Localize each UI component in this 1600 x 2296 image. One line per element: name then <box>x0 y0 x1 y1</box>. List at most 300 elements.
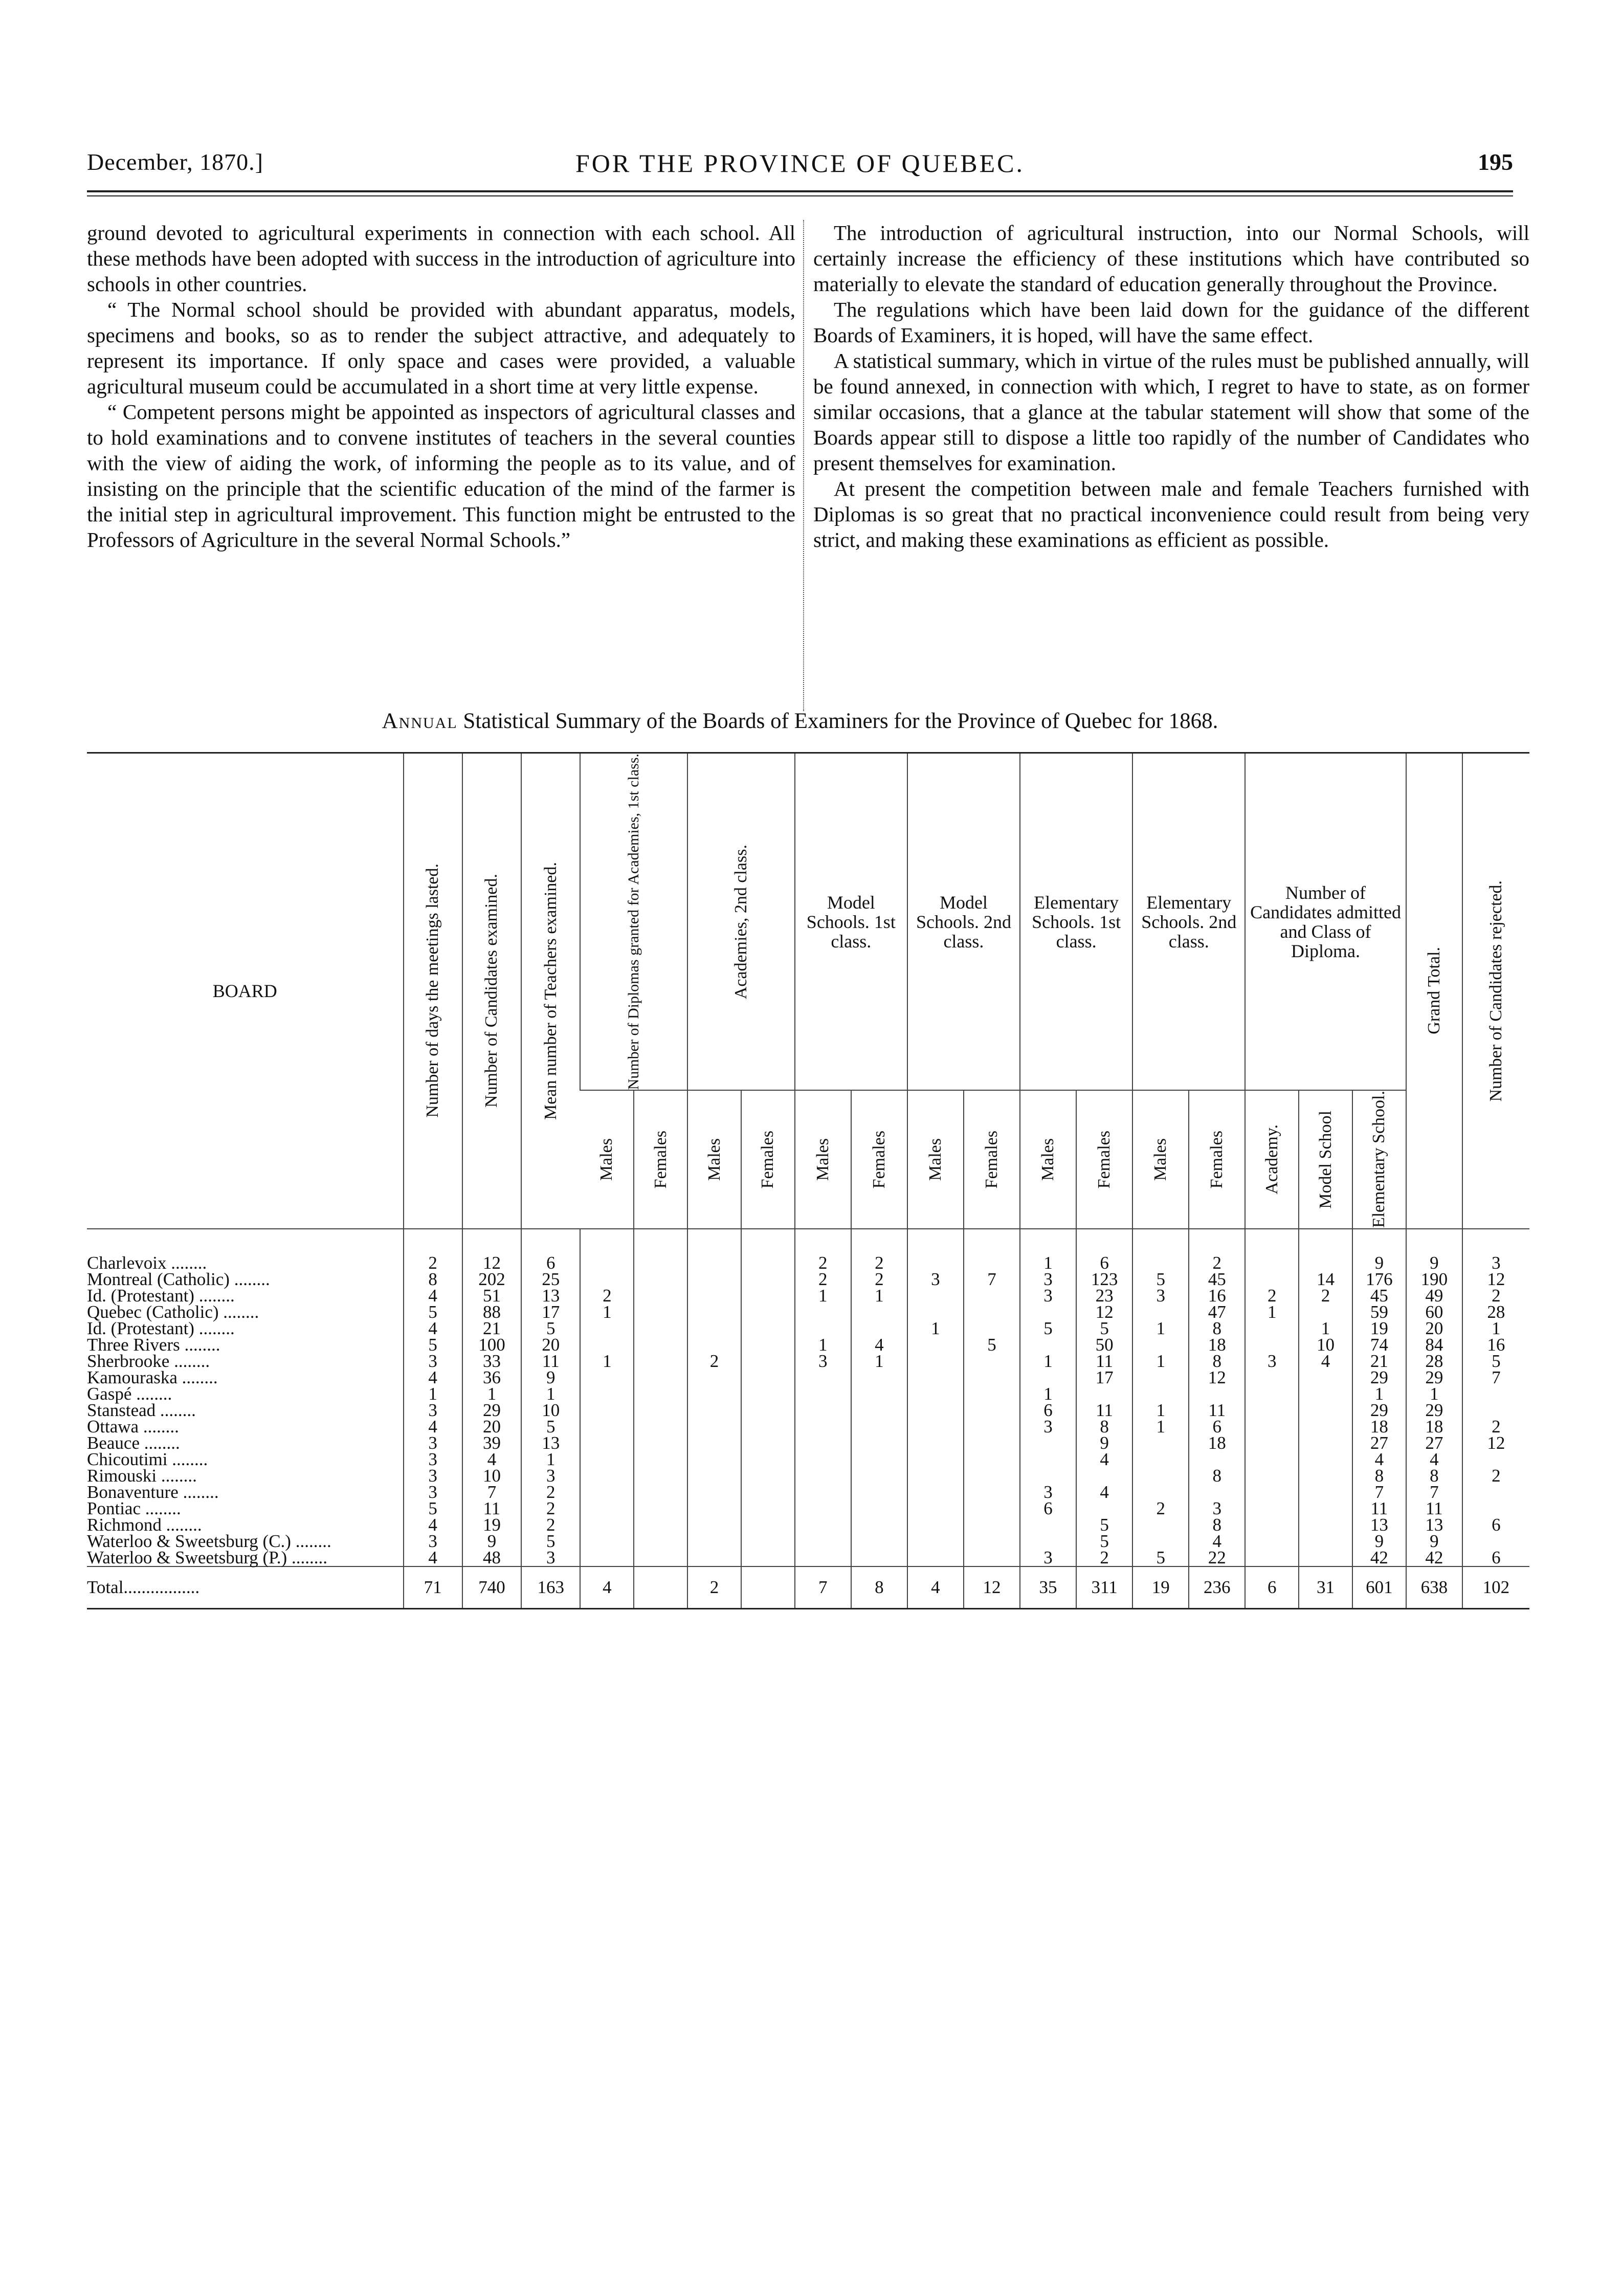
cell-e2m <box>1132 1304 1189 1320</box>
cell-e2f: 47 <box>1189 1304 1245 1320</box>
cell-d1m <box>580 1402 634 1419</box>
cell-m1m: 1 <box>795 1337 851 1353</box>
cell-exam: 21 <box>462 1320 521 1337</box>
cell-a2m <box>687 1550 741 1566</box>
cell-gt: 11 <box>1406 1500 1462 1517</box>
header-rule <box>87 190 1513 192</box>
cell-d1f <box>634 1353 687 1370</box>
cell-exam: 4 <box>462 1451 521 1468</box>
cell-e1m: 6 <box>1020 1402 1076 1419</box>
table-row <box>87 1271 1529 1288</box>
cell-a2f <box>741 1468 795 1484</box>
cell-elem: 45 <box>1352 1288 1406 1304</box>
cell-m1m: 1 <box>795 1288 851 1304</box>
cell-model <box>1299 1386 1352 1402</box>
cell-e2m <box>1132 1517 1189 1533</box>
cell-m1m <box>795 1550 851 1566</box>
table-row <box>87 1337 1529 1353</box>
cell-days: 3 <box>404 1451 462 1468</box>
cell-a2m: 2 <box>687 1353 741 1370</box>
cell-a2m <box>687 1435 741 1451</box>
cell-e1f: 11 <box>1076 1353 1132 1370</box>
cell-model: 4 <box>1299 1353 1352 1370</box>
cell-e1m <box>1020 1370 1076 1386</box>
cell-m1m: 3 <box>795 1353 851 1370</box>
table-row <box>87 1288 1529 1304</box>
paragraph: “ The Normal school should be provided with abundant apparatus, models, specimens and books, so as to render the subject attractive, and adequately to represent its importance. If only space and cases were provided, a valuable agricultural museum could be accumulated in a short time at very little expense. <box>87 298 795 398</box>
cell-m2f <box>964 1468 1020 1484</box>
table-row <box>87 1451 1529 1468</box>
cell-gt: 60 <box>1406 1304 1462 1320</box>
cell-e2f: 2 <box>1189 1229 1245 1271</box>
cell-mean: 2 <box>521 1517 580 1533</box>
cell-e1m <box>1020 1304 1076 1320</box>
cell-m2m <box>907 1386 964 1402</box>
caption-text: Statistical Summary of the Boards of Examiners for the Province of Quebec for 1868. <box>463 709 1218 733</box>
cell-acad: 2 <box>1245 1288 1299 1304</box>
cell-model <box>1299 1402 1352 1419</box>
cell-rej: 102 <box>1462 1566 1529 1609</box>
cell-elem: 59 <box>1352 1304 1406 1320</box>
board-name: Bonaventure ........ <box>87 1482 219 1502</box>
cell-acad <box>1245 1419 1299 1435</box>
cell-acad <box>1245 1435 1299 1451</box>
cell-d1f <box>634 1533 687 1550</box>
cell-e1m: 1 <box>1020 1386 1076 1402</box>
cell-d1m <box>580 1271 634 1288</box>
cell-m1m <box>795 1386 851 1402</box>
academy-header: Academy. <box>1245 1090 1299 1228</box>
cell-e1m: 3 <box>1020 1288 1076 1304</box>
cell-days: 3 <box>404 1435 462 1451</box>
cell-e1f: 5 <box>1076 1533 1132 1550</box>
board-name: Waterloo & Sweetsburg (P.) ........ <box>87 1547 327 1568</box>
cell-m2f <box>964 1402 1020 1419</box>
cell-m1m: 2 <box>795 1271 851 1288</box>
cell-e1m: 3 <box>1020 1550 1076 1566</box>
cell-e1m <box>1020 1435 1076 1451</box>
cell-gt: 13 <box>1406 1517 1462 1533</box>
cell-gt: 28 <box>1406 1353 1462 1370</box>
cell-d1f <box>634 1402 687 1419</box>
cell-m2f <box>964 1370 1020 1386</box>
cell-e1f <box>1076 1386 1132 1402</box>
cell-rej: 7 <box>1462 1370 1529 1386</box>
cell-elem: 29 <box>1352 1370 1406 1386</box>
cell-a2f <box>741 1304 795 1320</box>
table-row <box>87 1402 1529 1419</box>
cell-elem: 27 <box>1352 1435 1406 1451</box>
cell-model <box>1299 1550 1352 1566</box>
cell-d1m <box>580 1550 634 1566</box>
board-name: Total................. <box>87 1566 404 1609</box>
cell-exam: 1 <box>462 1386 521 1402</box>
cell-a2m <box>687 1304 741 1320</box>
cell-elem: 42 <box>1352 1550 1406 1566</box>
paragraph: At present the competition between male and female Teachers furnished with Diplomas is so great that no practical inconvenience could result from being very strict, and making these examinations as efficient as possible. <box>813 477 1529 551</box>
cell-rej: 1 <box>1462 1320 1529 1337</box>
cell-rej: 2 <box>1462 1419 1529 1435</box>
cell-e2f: 18 <box>1189 1337 1245 1353</box>
cell-mean: 2 <box>521 1500 580 1517</box>
cell-elem: 601 <box>1352 1566 1406 1609</box>
cell-acad <box>1245 1370 1299 1386</box>
cell-m2m <box>907 1370 964 1386</box>
cell-d1m <box>580 1337 634 1353</box>
board-name: Gaspé ........ <box>87 1383 172 1404</box>
cell-d1f <box>634 1566 687 1609</box>
cell-mean: 9 <box>521 1370 580 1386</box>
cell-d1m <box>580 1500 634 1517</box>
cell-exam: 88 <box>462 1304 521 1320</box>
males-header: Males <box>907 1090 964 1228</box>
cell-a2m <box>687 1337 741 1353</box>
cell-e1f: 123 <box>1076 1271 1132 1288</box>
cell-gt: 42 <box>1406 1550 1462 1566</box>
cell-days: 5 <box>404 1337 462 1353</box>
cell-days: 3 <box>404 1468 462 1484</box>
cell-e1f: 2 <box>1076 1550 1132 1566</box>
cell-e1m: 5 <box>1020 1320 1076 1337</box>
cell-acad <box>1245 1468 1299 1484</box>
cell-elem: 4 <box>1352 1451 1406 1468</box>
cell-acad: 6 <box>1245 1566 1299 1609</box>
cell-gt: 18 <box>1406 1419 1462 1435</box>
cell-m1m <box>795 1419 851 1435</box>
header-rule-thin <box>87 195 1513 196</box>
table-row <box>87 1304 1529 1320</box>
cell-elem: 21 <box>1352 1353 1406 1370</box>
males-header: Males <box>580 1090 634 1228</box>
header-date: December, 1870.] <box>87 149 263 175</box>
cell-m1m <box>795 1484 851 1500</box>
cell-a2m <box>687 1288 741 1304</box>
board-name: Montreal (Catholic) ........ <box>87 1269 270 1289</box>
cell-mean: 1 <box>521 1451 580 1468</box>
cell-rej: 3 <box>1462 1229 1529 1271</box>
females-header: Females <box>964 1090 1020 1228</box>
cell-rej <box>1462 1500 1529 1517</box>
cell-e1m <box>1020 1517 1076 1533</box>
cell-a2f <box>741 1386 795 1402</box>
cell-m2m <box>907 1402 964 1419</box>
cell-m1m <box>795 1304 851 1320</box>
cell-a2m <box>687 1320 741 1337</box>
table-row <box>87 1550 1529 1566</box>
cell-acad <box>1245 1484 1299 1500</box>
cell-e1m <box>1020 1468 1076 1484</box>
cell-mean: 3 <box>521 1468 580 1484</box>
cell-a2m <box>687 1386 741 1402</box>
cell-rej: 6 <box>1462 1550 1529 1566</box>
cell-m1f <box>851 1370 907 1386</box>
cell-rej: 16 <box>1462 1337 1529 1353</box>
cell-d1f <box>634 1517 687 1533</box>
model2-header: Model Schools. 2nd class. <box>907 753 1020 1091</box>
cell-e2f: 8 <box>1189 1353 1245 1370</box>
cell-acad: 1 <box>1245 1304 1299 1320</box>
cell-d1m <box>580 1517 634 1533</box>
cell-days: 4 <box>404 1419 462 1435</box>
cell-e2f: 11 <box>1189 1402 1245 1419</box>
table-row <box>87 1320 1529 1337</box>
cell-a2f <box>741 1320 795 1337</box>
paragraph: The regulations which have been laid down for the guidance of the different Boards of Examiners, it is hoped, will have the same effect. <box>813 298 1529 347</box>
cell-m1m <box>795 1435 851 1451</box>
cell-model: 10 <box>1299 1337 1352 1353</box>
cell-m2f <box>964 1517 1020 1533</box>
females-header: Females <box>1189 1090 1245 1228</box>
cell-m1m: 7 <box>795 1566 851 1609</box>
cell-mean: 13 <box>521 1435 580 1451</box>
elem2-header: Elementary Schools. 2nd class. <box>1132 753 1245 1091</box>
cell-exam: 202 <box>462 1271 521 1288</box>
cell-e2m <box>1132 1468 1189 1484</box>
cell-e2f: 12 <box>1189 1370 1245 1386</box>
cell-model <box>1299 1500 1352 1517</box>
cell-e1f: 6 <box>1076 1229 1132 1271</box>
cell-d1f <box>634 1435 687 1451</box>
cell-e2m: 1 <box>1132 1402 1189 1419</box>
cell-exam: 740 <box>462 1566 521 1609</box>
cell-gt: 84 <box>1406 1337 1462 1353</box>
cell-e2m: 1 <box>1132 1419 1189 1435</box>
column-divider <box>803 220 804 711</box>
cell-e1f <box>1076 1500 1132 1517</box>
elementary-school-header: Elementary School. <box>1352 1090 1406 1228</box>
cell-gt: 8 <box>1406 1468 1462 1484</box>
cell-d1m <box>580 1229 634 1271</box>
cell-gt: 190 <box>1406 1271 1462 1288</box>
cell-d1f <box>634 1419 687 1435</box>
cell-a2f <box>741 1451 795 1468</box>
cell-a2f <box>741 1353 795 1370</box>
table-row <box>87 1500 1529 1517</box>
cell-days: 5 <box>404 1304 462 1320</box>
cell-m2m <box>907 1229 964 1271</box>
cell-a2m <box>687 1517 741 1533</box>
cell-m1f <box>851 1304 907 1320</box>
cell-e2m <box>1132 1533 1189 1550</box>
cell-acad <box>1245 1451 1299 1468</box>
cell-a2f <box>741 1288 795 1304</box>
females-header: Females <box>1076 1090 1132 1228</box>
cell-d1f <box>634 1337 687 1353</box>
board-name: Id. (Protestant) ........ <box>87 1318 235 1338</box>
cell-a2m <box>687 1468 741 1484</box>
cell-m1f: 1 <box>851 1288 907 1304</box>
cell-e2f: 8 <box>1189 1320 1245 1337</box>
cell-m2f <box>964 1386 1020 1402</box>
cell-e2f: 4 <box>1189 1533 1245 1550</box>
cell-elem: 8 <box>1352 1468 1406 1484</box>
cell-m2m <box>907 1435 964 1451</box>
cell-m1f <box>851 1500 907 1517</box>
board-name: Charlevoix ........ <box>87 1252 207 1273</box>
cell-e2m: 1 <box>1132 1320 1189 1337</box>
cell-d1f <box>634 1484 687 1500</box>
cell-acad <box>1245 1517 1299 1533</box>
cell-e1m: 3 <box>1020 1484 1076 1500</box>
paragraph: The introduction of agricultural instruction, into our Normal Schools, will certainly increase the efficiency of these institutions which have contributed so materially to elevate the standard of education generally throughout the Province. <box>813 221 1529 296</box>
cell-acad <box>1245 1402 1299 1419</box>
cell-mean: 20 <box>521 1337 580 1353</box>
cell-m1f: 1 <box>851 1353 907 1370</box>
cell-exam: 48 <box>462 1550 521 1566</box>
cell-a2m <box>687 1370 741 1386</box>
cell-exam: 51 <box>462 1288 521 1304</box>
cell-m2m <box>907 1304 964 1320</box>
cell-elem: 176 <box>1352 1271 1406 1288</box>
cell-a2f <box>741 1370 795 1386</box>
cell-elem: 9 <box>1352 1533 1406 1550</box>
cell-m2m <box>907 1550 964 1566</box>
cell-acad <box>1245 1229 1299 1271</box>
cell-elem: 19 <box>1352 1320 1406 1337</box>
cell-m2m <box>907 1500 964 1517</box>
cell-m1f <box>851 1550 907 1566</box>
cell-days: 3 <box>404 1533 462 1550</box>
cell-a2m <box>687 1402 741 1419</box>
cell-acad: 3 <box>1245 1353 1299 1370</box>
grand-total-header: Grand Total. <box>1406 753 1462 1229</box>
table-row <box>87 1370 1529 1386</box>
cell-m2m <box>907 1484 964 1500</box>
model1-header: Model Schools. 1st class. <box>795 753 907 1091</box>
cell-m1f: 2 <box>851 1229 907 1271</box>
cell-m1f <box>851 1402 907 1419</box>
cell-mean: 2 <box>521 1484 580 1500</box>
cell-a2f <box>741 1419 795 1435</box>
paragraph: A statistical summary, which in virtue of the rules must be published annually, will be found annexed, in connection with which, I regret to have to state, as on former similar occasions, that a glance at the tabular statement will show that some of the Boards appear still to dispose a little too rapidly of the number of Candidates who present themselves for examination. <box>813 349 1529 475</box>
cell-m2m: 4 <box>907 1566 964 1609</box>
cell-days: 4 <box>404 1320 462 1337</box>
cell-acad <box>1245 1500 1299 1517</box>
males-header: Males <box>795 1090 851 1228</box>
cell-m1f: 8 <box>851 1566 907 1609</box>
cell-a2f <box>741 1271 795 1288</box>
cell-m2f <box>964 1288 1020 1304</box>
cell-rej: 5 <box>1462 1353 1529 1370</box>
cell-e1f: 5 <box>1076 1517 1132 1533</box>
cell-elem: 29 <box>1352 1402 1406 1419</box>
model-school-header: Model School <box>1299 1090 1352 1228</box>
cell-model <box>1299 1419 1352 1435</box>
cell-rej <box>1462 1386 1529 1402</box>
cell-days: 3 <box>404 1484 462 1500</box>
cell-days: 3 <box>404 1402 462 1419</box>
cell-a2f <box>741 1337 795 1353</box>
running-header <box>87 148 1513 179</box>
males-header: Males <box>1020 1090 1076 1228</box>
cell-exam: 9 <box>462 1533 521 1550</box>
cell-days: 4 <box>404 1550 462 1566</box>
cell-acad <box>1245 1533 1299 1550</box>
cell-e1m: 35 <box>1020 1566 1076 1609</box>
cell-d1f <box>634 1320 687 1337</box>
page-number: 195 <box>1478 149 1513 175</box>
cell-m1m <box>795 1370 851 1386</box>
cell-e2m: 1 <box>1132 1353 1189 1370</box>
cell-e2m: 5 <box>1132 1550 1189 1566</box>
cell-m2m <box>907 1468 964 1484</box>
table-body <box>87 1229 1529 1609</box>
cell-elem: 74 <box>1352 1337 1406 1353</box>
cell-e2m: 5 <box>1132 1271 1189 1288</box>
cell-gt: 49 <box>1406 1288 1462 1304</box>
cell-e1m <box>1020 1533 1076 1550</box>
cell-m2f <box>964 1500 1020 1517</box>
cell-m1m <box>795 1517 851 1533</box>
cell-a2m <box>687 1500 741 1517</box>
academies2-header: Academies, 2nd class. <box>687 753 795 1091</box>
cell-m1f <box>851 1419 907 1435</box>
cell-d1f <box>634 1304 687 1320</box>
cell-e2m <box>1132 1386 1189 1402</box>
cell-e1f: 50 <box>1076 1337 1132 1353</box>
cell-a2f <box>741 1533 795 1550</box>
cell-exam: 12 <box>462 1229 521 1271</box>
cell-gt: 20 <box>1406 1320 1462 1337</box>
cell-e2f: 236 <box>1189 1566 1245 1609</box>
cell-gt: 4 <box>1406 1451 1462 1468</box>
caption-lead: Annual <box>382 709 458 733</box>
cell-d1f <box>634 1468 687 1484</box>
cell-e2m <box>1132 1435 1189 1451</box>
cell-m1f: 4 <box>851 1337 907 1353</box>
cell-m1m <box>795 1402 851 1419</box>
cell-e1f: 311 <box>1076 1566 1132 1609</box>
cell-e2m <box>1132 1337 1189 1353</box>
cell-gt: 1 <box>1406 1386 1462 1402</box>
females-header: Females <box>741 1090 795 1228</box>
elem1-header: Elementary Schools. 1st class. <box>1020 753 1132 1091</box>
cell-d1m: 1 <box>580 1304 634 1320</box>
cell-m1f <box>851 1484 907 1500</box>
cell-m2m <box>907 1419 964 1435</box>
cell-days: 4 <box>404 1288 462 1304</box>
cell-e2m: 19 <box>1132 1566 1189 1609</box>
cell-exam: 36 <box>462 1370 521 1386</box>
paragraph: “ Competent persons might be appointed as inspectors of agricultural classes and to hold examinations and to convene institutes of teachers in the several counties with the view of aiding the work, of informing the people as to its value, and of insisting on the principle that the scientific education of the mind of the farmer is the initial step in agricultural improvement. This function might be entrusted to the Professors of Agriculture in the several Normal Schools.” <box>87 400 795 551</box>
cell-e2m <box>1132 1229 1189 1271</box>
cell-e2f <box>1189 1484 1245 1500</box>
cell-model <box>1299 1468 1352 1484</box>
cell-m2f: 12 <box>964 1566 1020 1609</box>
cell-mean: 163 <box>521 1566 580 1609</box>
cell-rej: 12 <box>1462 1435 1529 1451</box>
cell-m1f <box>851 1533 907 1550</box>
cell-a2f <box>741 1484 795 1500</box>
cell-m2f <box>964 1229 1020 1271</box>
board-name: Waterloo & Sweetsburg (C.) ........ <box>87 1531 331 1551</box>
cell-e2f <box>1189 1386 1245 1402</box>
cell-m1f: 2 <box>851 1271 907 1288</box>
cell-m2m <box>907 1451 964 1468</box>
cell-e1m: 1 <box>1020 1353 1076 1370</box>
cell-e1m <box>1020 1337 1076 1353</box>
mean-header: Mean number of Teachers examined. <box>521 753 580 1229</box>
cell-a2m <box>687 1229 741 1271</box>
cell-a2m <box>687 1484 741 1500</box>
cell-e1m <box>1020 1451 1076 1468</box>
cell-days: 8 <box>404 1271 462 1288</box>
cell-m2m <box>907 1288 964 1304</box>
board-name: Quebec (Catholic) ........ <box>87 1301 259 1322</box>
cell-m2f <box>964 1533 1020 1550</box>
cell-m2f <box>964 1451 1020 1468</box>
cell-model: 14 <box>1299 1271 1352 1288</box>
